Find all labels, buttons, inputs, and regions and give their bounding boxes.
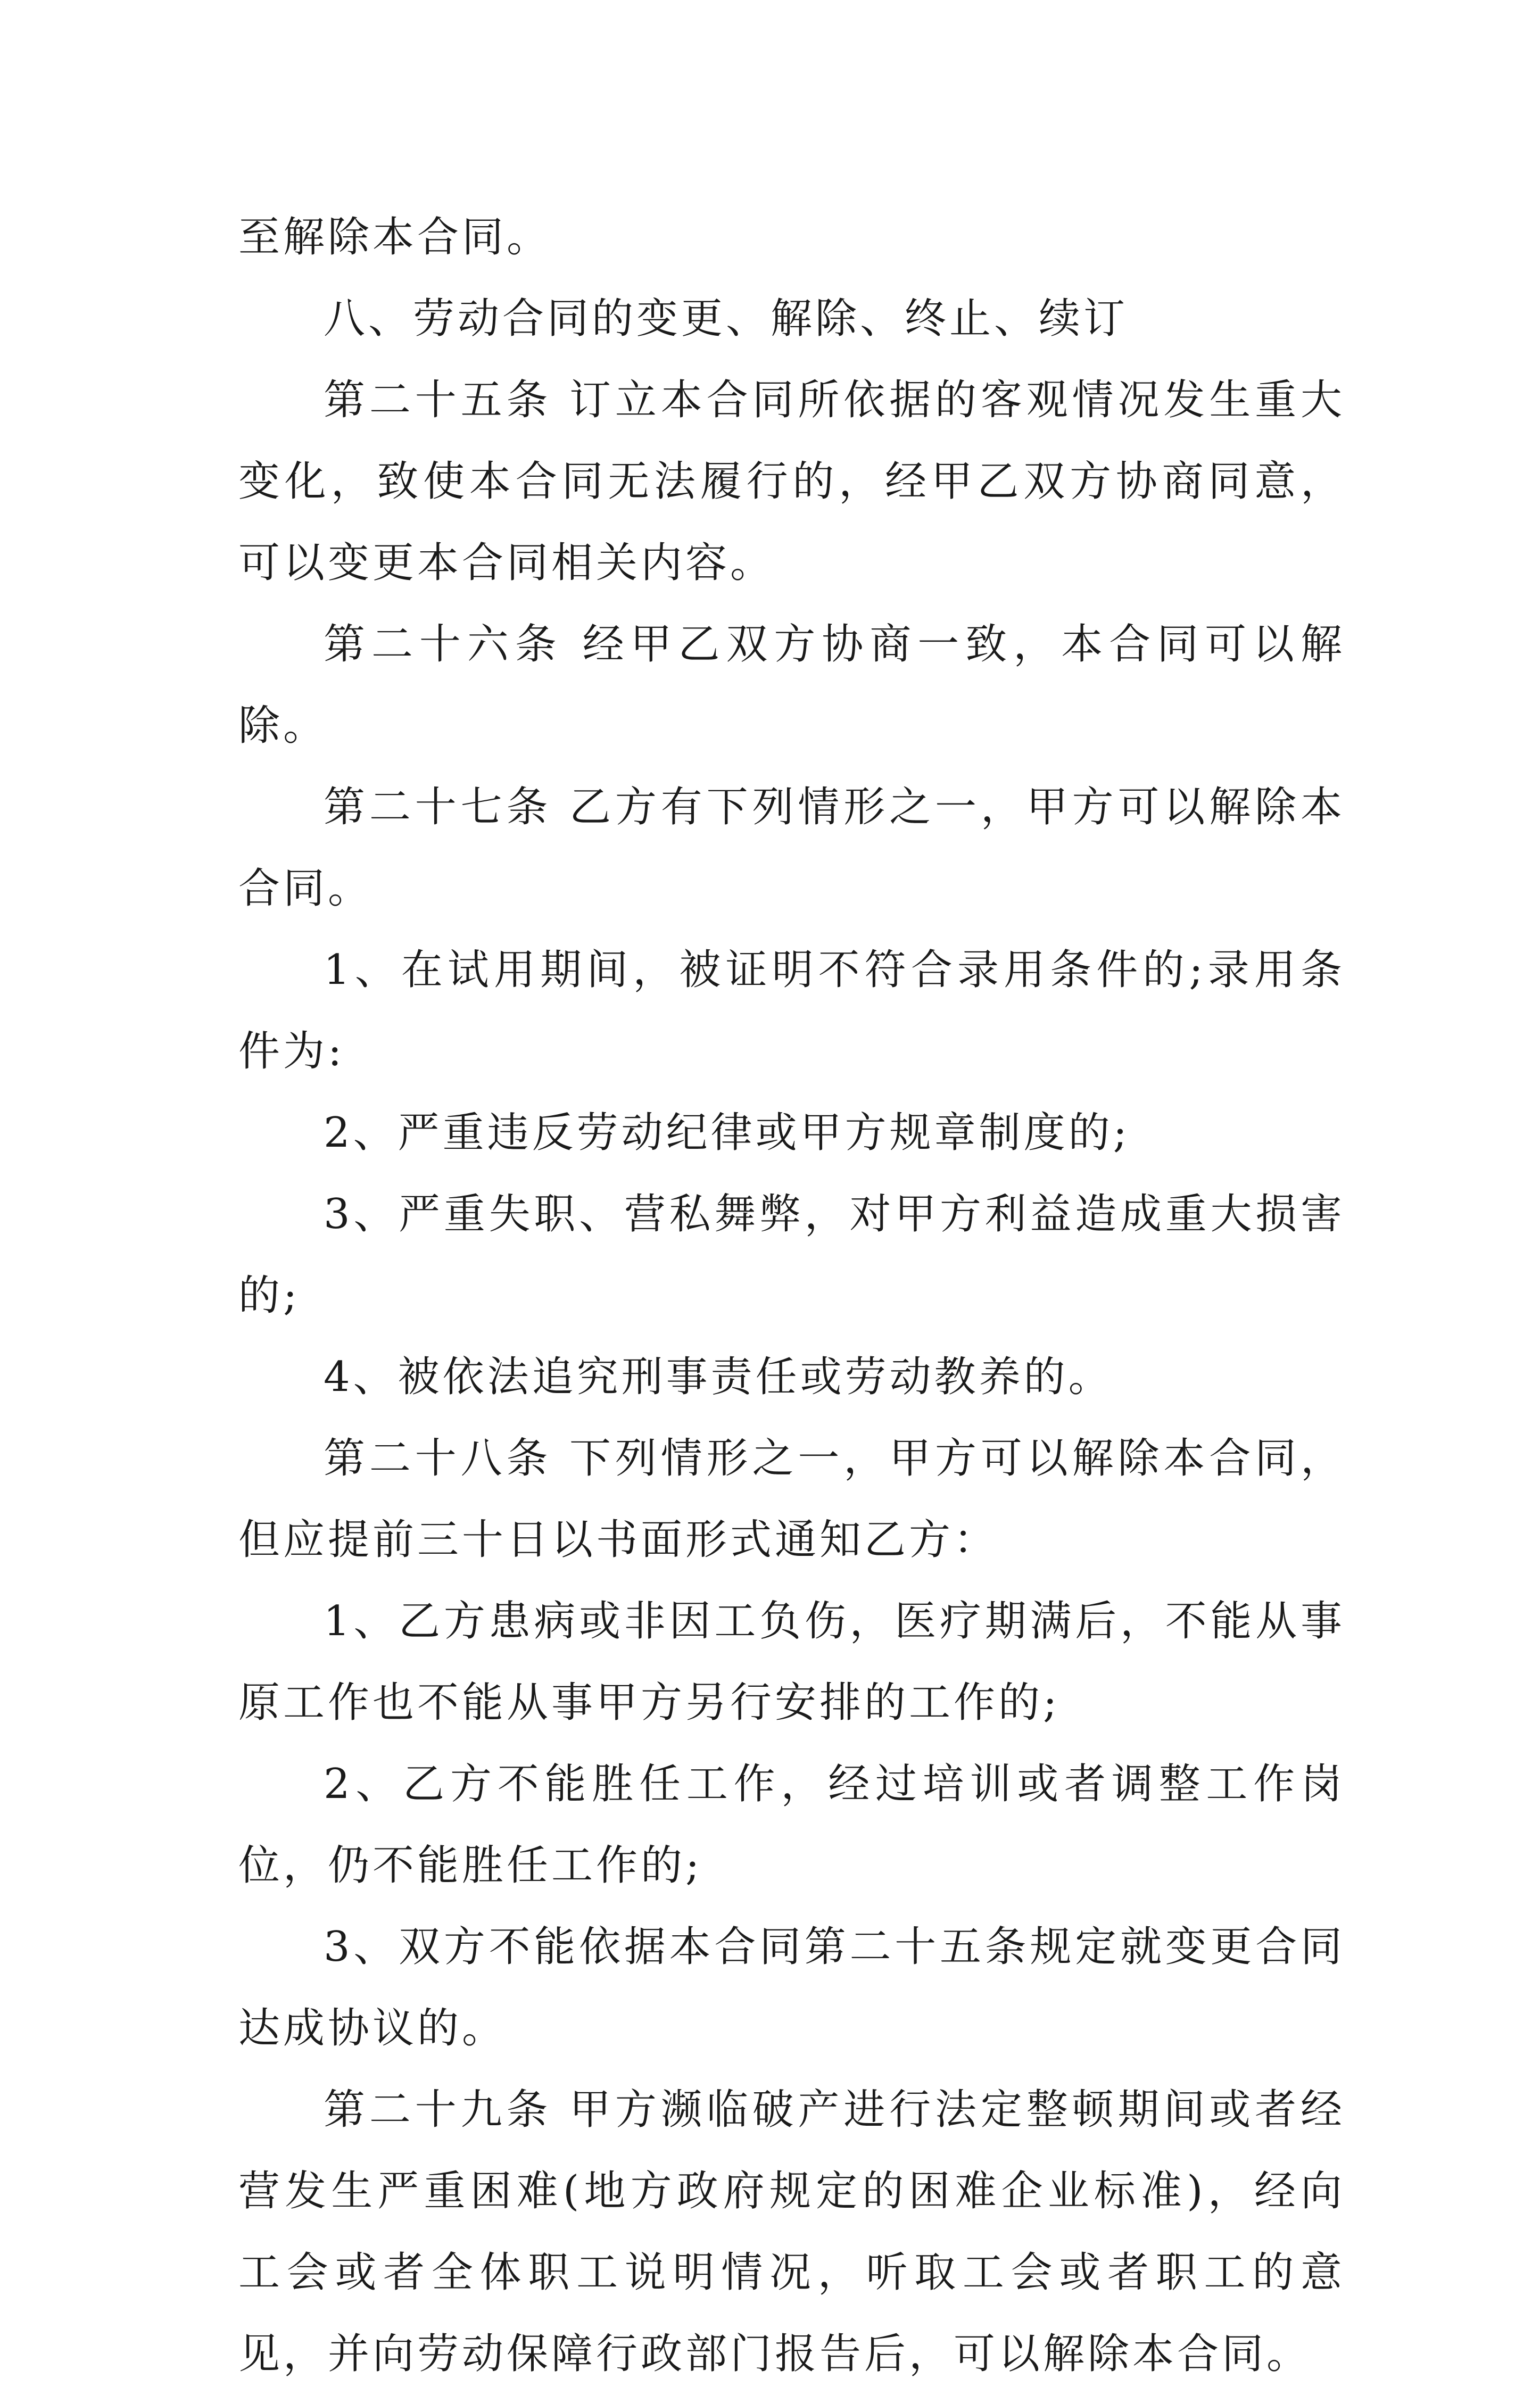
- article-27-item-3: 3、严重失职、营私舞弊，对甲方利益造成重大损害的;: [238, 1190, 1345, 1320]
- paragraph-continuation: 至解除本合同。: [238, 213, 552, 261]
- article-27-item-4: 4、被依法追究刑事责任或劳动教养的。: [324, 1353, 1113, 1401]
- article-27-item-2: 2、严重违反劳动纪律或甲方规章制度的;: [324, 1109, 1130, 1157]
- article-25: 第二十五条 订立本合同所依据的客观情况发生重大变化，致使本合同无法履行的，经甲乙双方协商同意，可以变更本合同相关内容。: [238, 376, 1345, 587]
- article-28-item-2: 2、乙方不能胜任工作，经过培训或者调整工作岗位，仍不能胜任工作的;: [238, 1760, 1345, 1890]
- article-29: 第二十九条 甲方濒临破产进行法定整顿期间或者经营发生严重困难(地方政府规定的困难企业标准)，经向工会或者全体职工说明情况，听取工会或者职工的意见，并向劳动保障行政部门报告后，可以解除本合同。: [238, 2086, 1345, 2378]
- section-heading-8: 八、劳动合同的变更、解除、终止、续订: [324, 295, 1129, 343]
- contract-body: [238, 197, 1345, 2395]
- article-27: 第二十七条 乙方有下列情形之一，甲方可以解除本合同。: [238, 783, 1345, 913]
- article-28-item-3: 3、双方不能依据本合同第二十五条规定就变更合同达成协议的。: [238, 1923, 1345, 2052]
- article-27-item-1: 1、在试用期间，被证明不符合录用条件的;录用条件为:: [238, 946, 1345, 1075]
- article-28: 第二十八条 下列情形之一，甲方可以解除本合同，但应提前三十日以书面形式通知乙方：: [238, 1435, 1345, 1564]
- article-26: 第二十六条 经甲乙双方协商一致，本合同可以解除。: [238, 620, 1345, 750]
- article-28-item-1: 1、乙方患病或非因工负伤，医疗期满后，不能从事原工作也不能从事甲方另行安排的工作的;: [238, 1597, 1345, 1727]
